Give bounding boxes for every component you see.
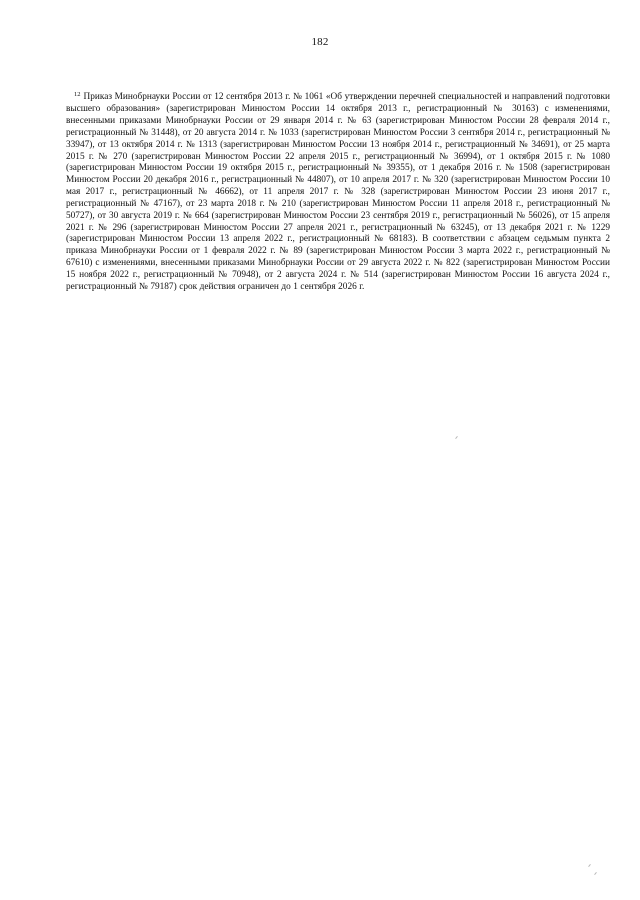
scan-speck (594, 872, 597, 875)
page-number: 182 (311, 36, 329, 48)
scan-speck (588, 864, 591, 867)
scan-speck (455, 436, 458, 439)
footnote-text: Приказ Минобрнауки России от 12 сентября 2013 г. № 1061 «Об утверждении перечней специальностей и направлений подготовки высшего образования» (зарегистрирован Минюстом России 14 октября 2013 г., регистрационный № 30163) с изменениями, внесенными приказами Минобрнауки России от 29 января 2014 г. № 63 (зарегистрирован Минюстом России 28 февраля 2014 г., регистрационный № 31448), от 20 августа 2014 г. № 1033 (зарегистрирован Минюстом России 3 сентября 2014 г., регистрационный № 33947), от 13 октября 2014 г. № 1313 (зарегистрирован Минюстом России 13 ноября 2014 г., регистрационный № 34691), от 25 марта 2015 г. № 270 (зарегистрирован Минюстом России 22 апреля 2015 г., регистрационный № 36994), от 1 октября 2015 г. № 1080 (зарегистрирован Минюстом России 19 октября 2015 г., регистрационный № 39355), от 1 декабря 2016 г. № 1508 (зарегистрирован Минюстом России 20 декабря 2016 г., регистрационный № 44807), от 10 апреля 2017 г. № 320 (зарегистрирован Минюстом России 10 мая 2017 г., регистрационный № 46662), от 11 апреля 2017 г. № 328 (зарегистрирован Минюстом России 23 июня 2017 г., регистрационный № 47167), от 23 марта 2018 г. № 210 (зарегистрирован Минюстом России 11 апреля 2018 г., регистрационный № 50727), от 30 августа 2019 г. № 664 (зарегистрирован Минюстом России 23 сентября 2019 г., регистрационный № 56026), от 15 апреля 2021 г. № 296 (зарегистрирован Минюстом России 27 апреля 2021 г., регистрационный № 63245), от 13 декабря 2021 г. № 1229 (зарегистрирован Минюстом России 13 апреля 2022 г., регистрационный № 68183). В соответствии с абзацем седьмым пункта 2 приказа Минобрнауки России от 1 февраля 2022 г. № 89 (зарегистрирован Минюстом России 3 марта 2022 г., регистрационный № 67610) с изменениями, внесенными приказами Минобрнауки России от 29 августа 2022 г. № 822 (зарегистрирован Минюстом России 15 ноября 2022 г., регистрационный № 70948), от 2 августа 2024 г. № 514 (зарегистрирован Минюстом России 16 августа 2024 г., регистрационный № 79187) срок действия ограничен до 1 сентября 2026 г. (66, 92, 610, 292)
footnote-marker: 12 (74, 91, 81, 99)
footnote (66, 92, 610, 293)
